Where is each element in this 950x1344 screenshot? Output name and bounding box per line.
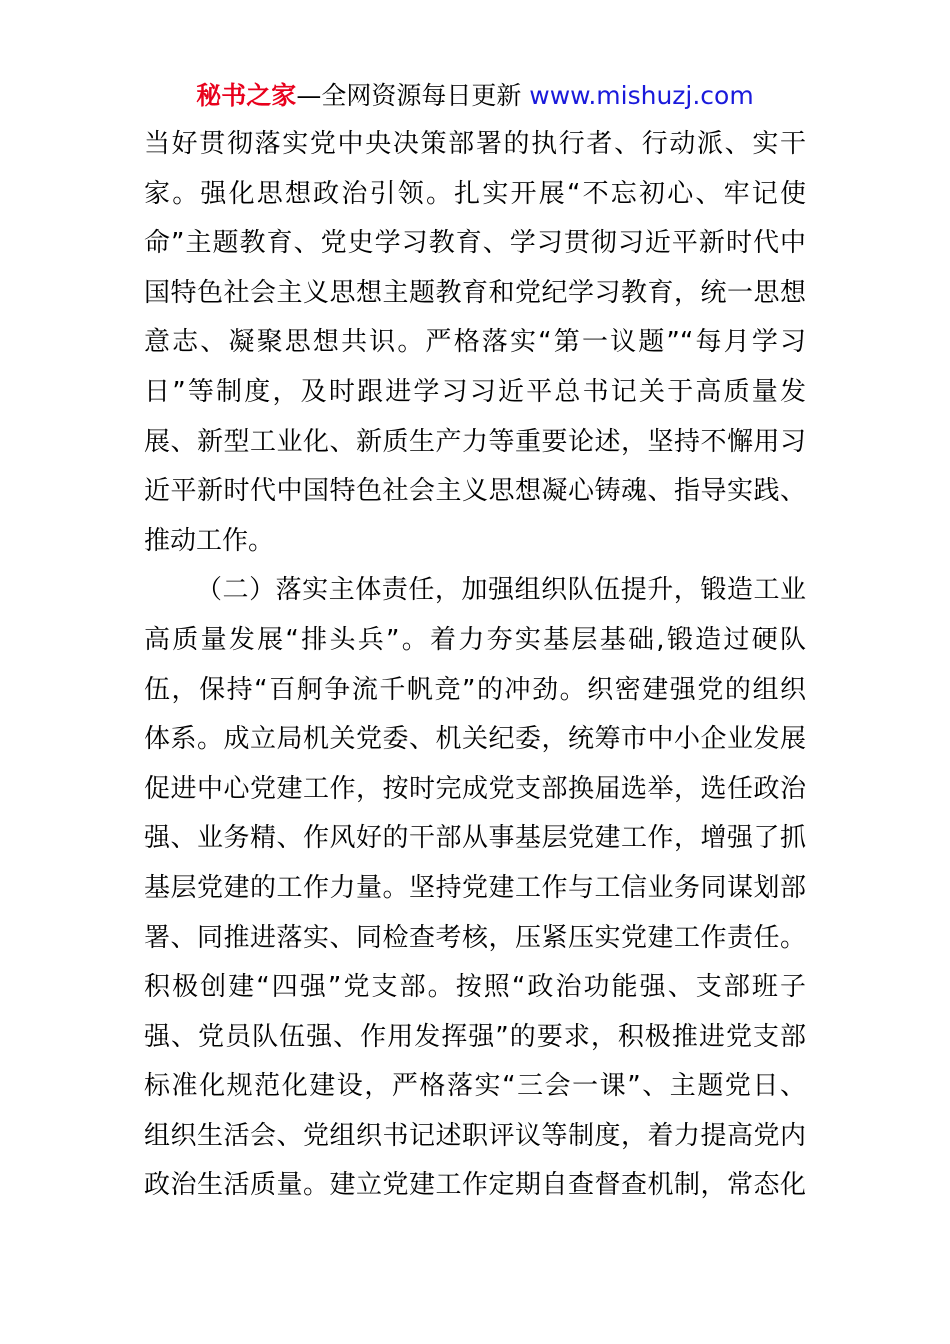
text-line: 促进中心党建工作，按时完成党支部换届选举，选任政治 xyxy=(144,773,806,804)
text-line: 家。强化思想政治引领。扎实开展“不忘初心、牢记使 xyxy=(144,178,806,209)
brand-name: 秘书之家 xyxy=(196,81,297,110)
text-line: 组织生活会、党组织书记述职评议等制度，着力提高党内 xyxy=(144,1120,806,1151)
text-line: 意志、凝聚思想共识。严格落实“第一议题”“每月学习 xyxy=(144,327,806,358)
text-line: 国特色社会主义思想主题教育和党纪学习教育，统一思想 xyxy=(144,277,806,308)
site-url-link[interactable]: www.mishuzj.com xyxy=(529,81,754,110)
section-heading-line: （二）落实主体责任，加强组织队伍提升，锻造工业 xyxy=(196,575,806,606)
text-line: 日”等制度，及时跟进学习习近平总书记关于高质量发 xyxy=(144,376,806,407)
paragraph-end-line: 推动工作。 xyxy=(144,525,275,556)
text-line: 体系。成立局机关党委、机关纪委，统筹市中小企业发展 xyxy=(144,724,806,755)
text-line: 署、同推进落实、同检查考核，压紧压实党建工作责任。 xyxy=(144,922,806,953)
header-tagline: —全网资源每日更新 xyxy=(296,81,522,110)
text-line: 高质量发展“排头兵”。着力夯实基层基础,锻造过硬队 xyxy=(144,624,806,655)
text-line: 强、党员队伍强、作用发挥强”的要求，积极推进党支部 xyxy=(144,1021,806,1052)
text-line: 标准化规范化建设，严格落实“三会一课”、主题党日、 xyxy=(144,1071,806,1102)
text-line: 近平新时代中国特色社会主义思想凝心铸魂、指导实践、 xyxy=(144,476,806,507)
text-line: 积极创建“四强”党支部。按照“政治功能强、支部班子 xyxy=(144,972,806,1003)
text-line: 基层党建的工作力量。坚持党建工作与工信业务同谋划部 xyxy=(144,872,806,903)
text-line: 命”主题教育、党史学习教育、学习贯彻习近平新时代中 xyxy=(144,228,806,259)
text-line: 伍，保持“百舸争流千帆竞”的冲劲。织密建强党的组织 xyxy=(144,674,806,705)
text-line: 政治生活质量。建立党建工作定期自查督查机制，常态化 xyxy=(144,1170,806,1201)
text-line: 当好贯彻落实党中央决策部署的执行者、行动派、实干 xyxy=(144,129,806,159)
page-header xyxy=(0,80,950,112)
text-line: 展、新型工业化、新质生产力等重要论述，坚持不懈用习 xyxy=(144,426,806,457)
document-body xyxy=(144,120,806,1211)
text-line: 强、业务精、作风好的干部从事基层党建工作，增强了抓 xyxy=(144,823,806,854)
